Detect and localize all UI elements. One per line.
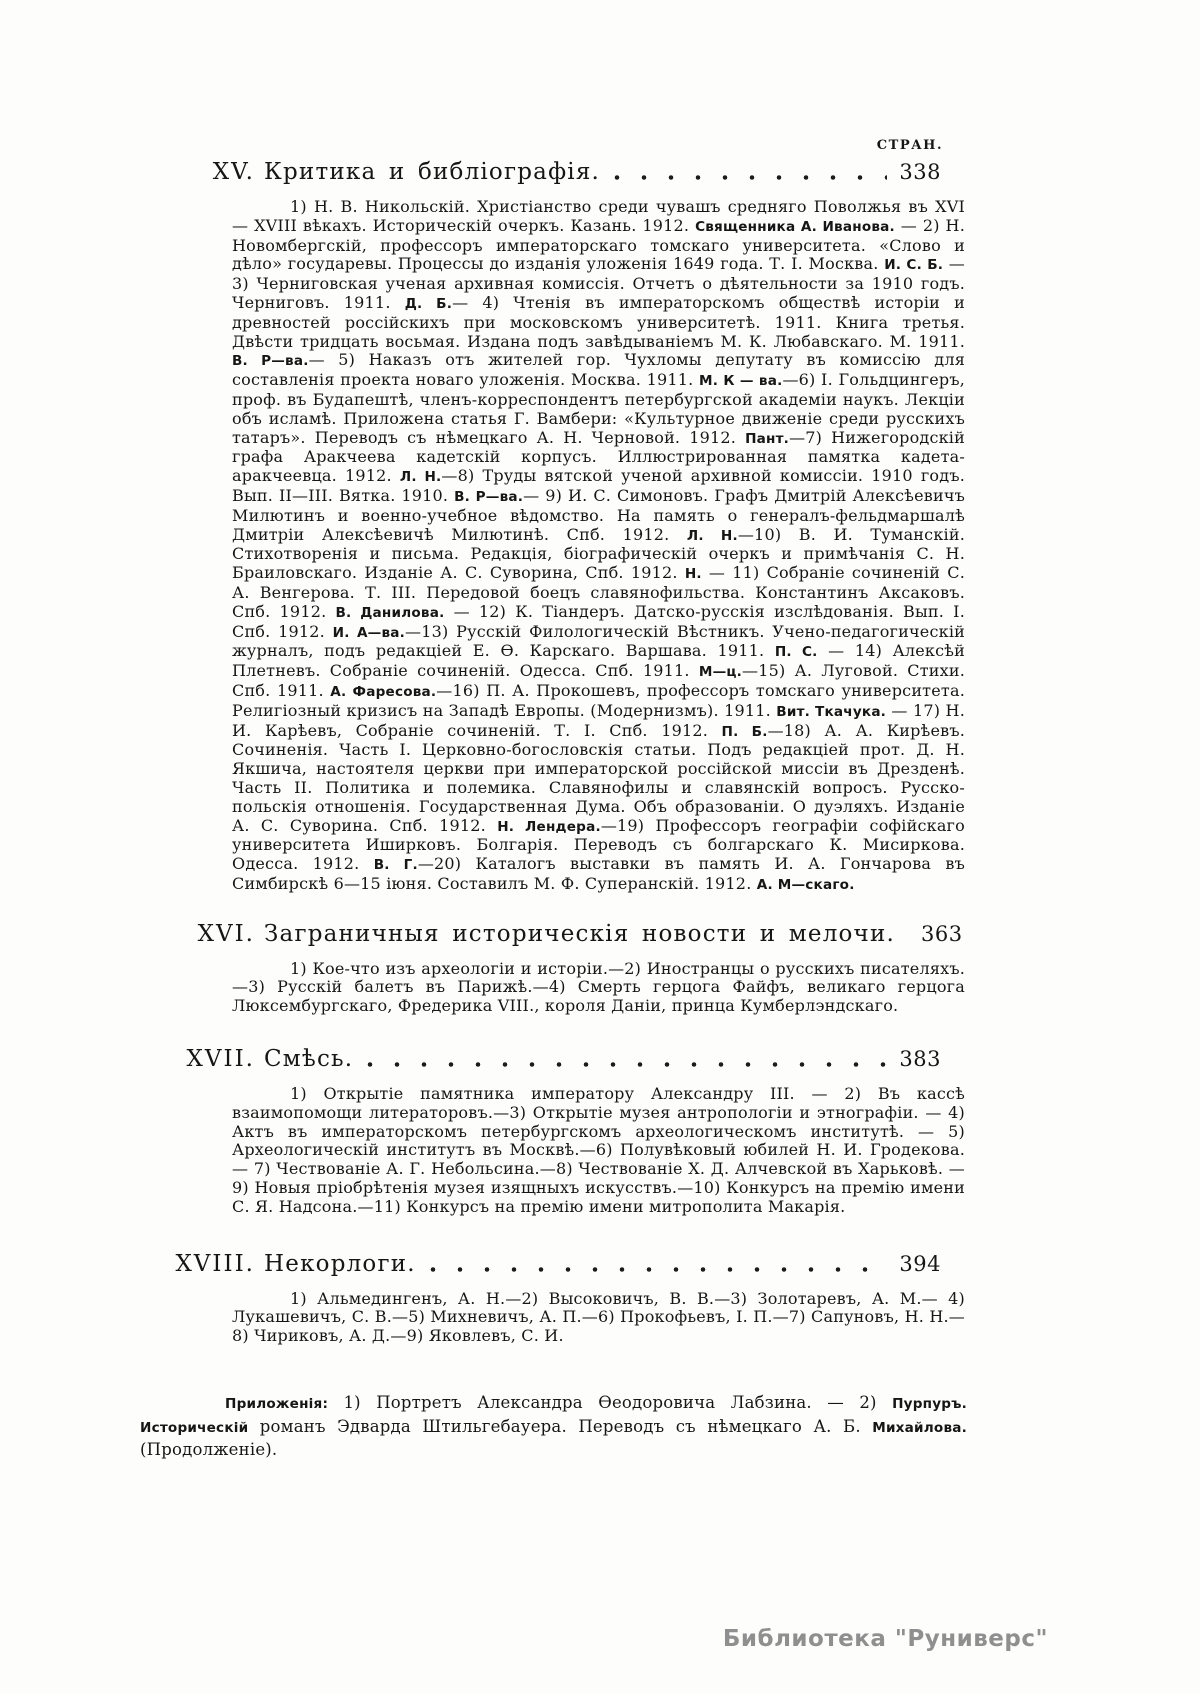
annotation-text: романъ Эдварда Штильгебауера. Переводъ съ нѣмецкаго А. Б.: [248, 1416, 873, 1436]
annotation-text: 1) Альмедингенъ, А. Н.—2) Высоковичъ, В. В.—3) Золотаревъ, А. М.— 4) Лукашевичъ, С. В.—5) Михневичъ, А. П.—6) Прокофьевъ, I. П.—7) Сапуновъ, Н. Н.—8) Чириковъ, А. Д.—9) Яковлевъ, С. И.: [232, 1288, 965, 1346]
annotation-text: —6) I. Гольдцингеръ, проф. въ Будапештѣ, членъ-корреспондентъ петербургской академіи наукъ. Лекціи объ исламѣ. Приложена статья Г. Вамбери: «Культурное движеніе среди русскихъ татаръ». Переводъ съ нѣмецкаго А. Н. Черновой. 1912.: [232, 370, 965, 447]
entry-title: Заграничныя историческія новости и мелочи.: [264, 920, 896, 947]
reviewer-signature: И. С. Б.: [884, 257, 944, 274]
entry-annotation: [232, 1290, 965, 1346]
reviewer-signature: А. М—скаго.: [756, 876, 855, 893]
annotation-text: — 12) К. Тіандеръ. Датско-русскія изслѣдованія. Вып. I. Спб. 1912.: [232, 601, 965, 641]
annotation-text: —8) Труды вятской ученой архивной комиссіи. 1910 годъ. Вып. II—III. Вятка. 1910.: [232, 466, 965, 505]
reviewer-signature: Л. Н.: [686, 527, 738, 544]
entry-title: Некорлоги.: [264, 1250, 416, 1277]
annotation-text: —15) А. Луговой. Стихи. Спб. 1911.: [232, 661, 965, 700]
toc-entry-xviii: [140, 1251, 967, 1277]
toc-entry-xvi: [140, 921, 967, 947]
reviewer-signature: Н. Лендера.: [497, 818, 601, 835]
reviewer-signature: Историческій: [140, 1419, 249, 1436]
entry-title: Критика и библіографія.: [264, 159, 601, 185]
reviewer-signature: П. Б.: [721, 723, 768, 740]
annotation-text: — 11) Собраніе сочиненій С. А. Венгерова. Т. III. Передовой боецъ славянофильства. Константинъ Аксаковъ. Спб. 1912.: [232, 563, 965, 621]
reviewer-signature: Пурпуръ.: [892, 1396, 967, 1413]
entry-page-number: 338: [899, 160, 941, 184]
toc-entry-xvii: [140, 1046, 967, 1072]
annotation-text: — 3) Черниговская ученая архивная комиссія. Отчетъ о дѣятельности за 1910 годъ. Черниговъ. 1911.: [232, 254, 965, 312]
entry-numeral: XV.: [212, 159, 255, 185]
reviewer-signature: В. Р—ва.: [232, 353, 309, 370]
annotation-text: — 14) Алексѣй Плетневъ. Собраніе сочиненій. Одесса. Спб. 1911.: [232, 641, 965, 681]
pages-column-label: СТРАН.: [876, 138, 943, 153]
reviewer-signature: В. Р—ва.: [454, 488, 524, 505]
reviewer-signature: Л. Н.: [399, 469, 442, 486]
entry-annotation: [232, 198, 965, 895]
reviewer-signature: Н.: [684, 566, 702, 583]
reviewer-signature: Священника А. Иванова.: [695, 218, 895, 235]
annotation-text: 1) Открытіе памятника императору Александру III. — 2) Въ кассѣ взаимопомощи литераторовъ.—3) Открытіе музея антропологіи и этнографіи. — 4) Актъ въ императорскомъ петербургскомъ археологическомъ институтѣ. — 5) Археологическій институтъ въ Москвѣ.—6) Полувѣковый юбилей Н. И. Гродекова. — 7) Чествованіе А. Г. Небольсина.—8) Чествованіе Х. Д. Алчевской въ Харьковѣ. — 9) Новыя пріобрѣтенія музея изящныхъ искусствъ.—10) Конкурсъ на премію имени С. Я. Надсона.—11) Конкурсъ на премію имени митрополита Макарія.: [232, 1084, 965, 1216]
annotation-text: (Продолженіе).: [140, 1440, 278, 1460]
entry-numeral: XVI.: [197, 920, 255, 947]
entry-annotation: [232, 1085, 965, 1217]
appendix-paragraph: [140, 1392, 967, 1461]
entry-page-number: 383: [899, 1047, 941, 1072]
entry-numeral: XVII.: [186, 1046, 255, 1073]
entry-page-number: 394: [899, 1251, 941, 1276]
annotation-text: 1) Н. В. Никольскій. Христіанство среди чувашъ средняго Поволжья въ XVI — XVIII вѣкахъ. Историческій очеркъ. Казань. 1912.: [232, 197, 965, 235]
annotation-text: — 4) Чтенія въ императорскомъ обществѣ исторіи и древностей россійскихъ при московскомъ университетѣ. 1911. Книга третья. Двѣсти тридцать восьмая. Издана подъ завѣдываніемъ М. К. Любавскаго. М. 1911.: [232, 292, 966, 351]
annotation-text: —19) Профессоръ географіи софійскаго университета Иширковъ. Болгарія. Переводъ съ болгарскаго К. Мисиркова. Одесса. 1912.: [232, 815, 965, 874]
annotation-text: — 17) Н. И. Карѣевъ, Собраніе сочиненій. Т. I. Спб. 1912.: [232, 700, 965, 740]
reviewer-signature: И. А—ва.: [332, 624, 406, 641]
annotation-text: —13) Русскій Филологическій Вѣстникъ. Учено-педагогическій журналъ, подъ редакціей Е. Ѳ. Карскаго. Варшава. 1911.: [232, 621, 965, 661]
reviewer-signature: Приложенія:: [225, 1396, 329, 1413]
dot-leader: [367, 1061, 887, 1068]
entry-numeral: XVIII.: [175, 1250, 255, 1277]
entry-page-number: 363: [921, 921, 963, 946]
reviewer-signature: П. С.: [774, 644, 818, 661]
library-watermark: Библиотека "Руниверс": [722, 1626, 1048, 1652]
reviewer-signature: Михайлова.: [872, 1419, 967, 1436]
annotation-text: — 9) И. С. Симоновъ. Графъ Дмитрій Алексѣевичъ Милютинъ и военно-учебное вѣдомство. На память о генералъ-фельдмаршалѣ Дмитріи Алексѣевичѣ Милютинѣ. Спб. 1912.: [232, 485, 965, 544]
annotation-text: —18) А. А. Кирѣевъ. Сочиненія. Часть I. Церковно-богословскія статьи. Подъ редакціей прот. Д. Н. Якшича, настоятеля церкви при императорской россійской миссіи въ Дрезденѣ. Часть II. Политика и полемика. Славянофилы и славянскій вопросъ. Русско-польскія отношенія. Государственная Дума. Объ образованіи. О дуэляхъ. Изданіе А. С. Суворина. Спб. 1912.: [232, 720, 965, 835]
reviewer-signature: В. Данилова.: [335, 604, 445, 621]
reviewer-signature: Д. Б.: [404, 295, 453, 312]
annotation-text: 1) Портретъ Александра Ѳеодоровича Лабзина. — 2): [328, 1393, 893, 1413]
reviewer-signature: Пант.: [745, 430, 790, 447]
reviewer-signature: Вит. Ткачука.: [776, 703, 887, 720]
reviewer-signature: В. Г.: [373, 857, 418, 874]
annotation-text: —20) Каталогъ выставки въ память И. А. Гончарова въ Симбирскѣ 6—15 іюня. Составилъ М. Ф. Суперанскій. 1912.: [232, 854, 966, 893]
toc-content: [140, 138, 967, 1461]
dot-leader: [430, 1266, 888, 1273]
annotation-text: 1) Кое-что изъ археологіи и исторіи.—2) Иностранцы о русскихъ писателяхъ.—3) Русскій балетъ въ Парижѣ.—4) Смерть герцога Файфъ, великаго герцога Люксембургскаго, Фредерика VIII., короля Даніи, принца Кумберлэндскаго.: [232, 958, 965, 1016]
entry-annotation: [232, 960, 965, 1016]
annotation-text: —7) Нижегородскій графа Аракчеева кадетскій корпусъ. Иллюстрированная памятка кадета-аракчеевца. 1912.: [232, 427, 965, 486]
reviewer-signature: М—ц.: [698, 664, 743, 681]
reviewer-signature: М. К — ва.: [699, 373, 783, 390]
annotation-text: — 5) Наказъ отъ жителей гор. Чухломы депутату въ комиссію для составленія проекта новаго уложенія. Москва. 1911.: [232, 350, 965, 390]
annotation-text: — 2) Н. Новомбергскій, профессоръ императорскаго томскаго университета. «Слово и дѣло» государевы. Процессы до изданія уложенія 1649 года. Т. I. Москва.: [232, 215, 965, 274]
dot-leader: [614, 174, 887, 181]
entry-title: Смѣсь.: [264, 1046, 354, 1073]
annotation-text: —10) В. И. Туманскій. Стихотворенія и письма. Редакція, біографическій очеркъ и примѣчанія С. Н. Браиловскаго. Изданіе А. С. Суворина, Спб. 1912.: [232, 524, 965, 583]
toc-entry-xv: [140, 159, 967, 185]
reviewer-signature: А. Фаресова.: [330, 683, 437, 700]
annotation-text: —16) П. А. Прокошевъ, профессоръ томскаго университета. Религіозный кризисъ на Западѣ Европы. (Модернизмъ). 1911.: [232, 680, 965, 720]
